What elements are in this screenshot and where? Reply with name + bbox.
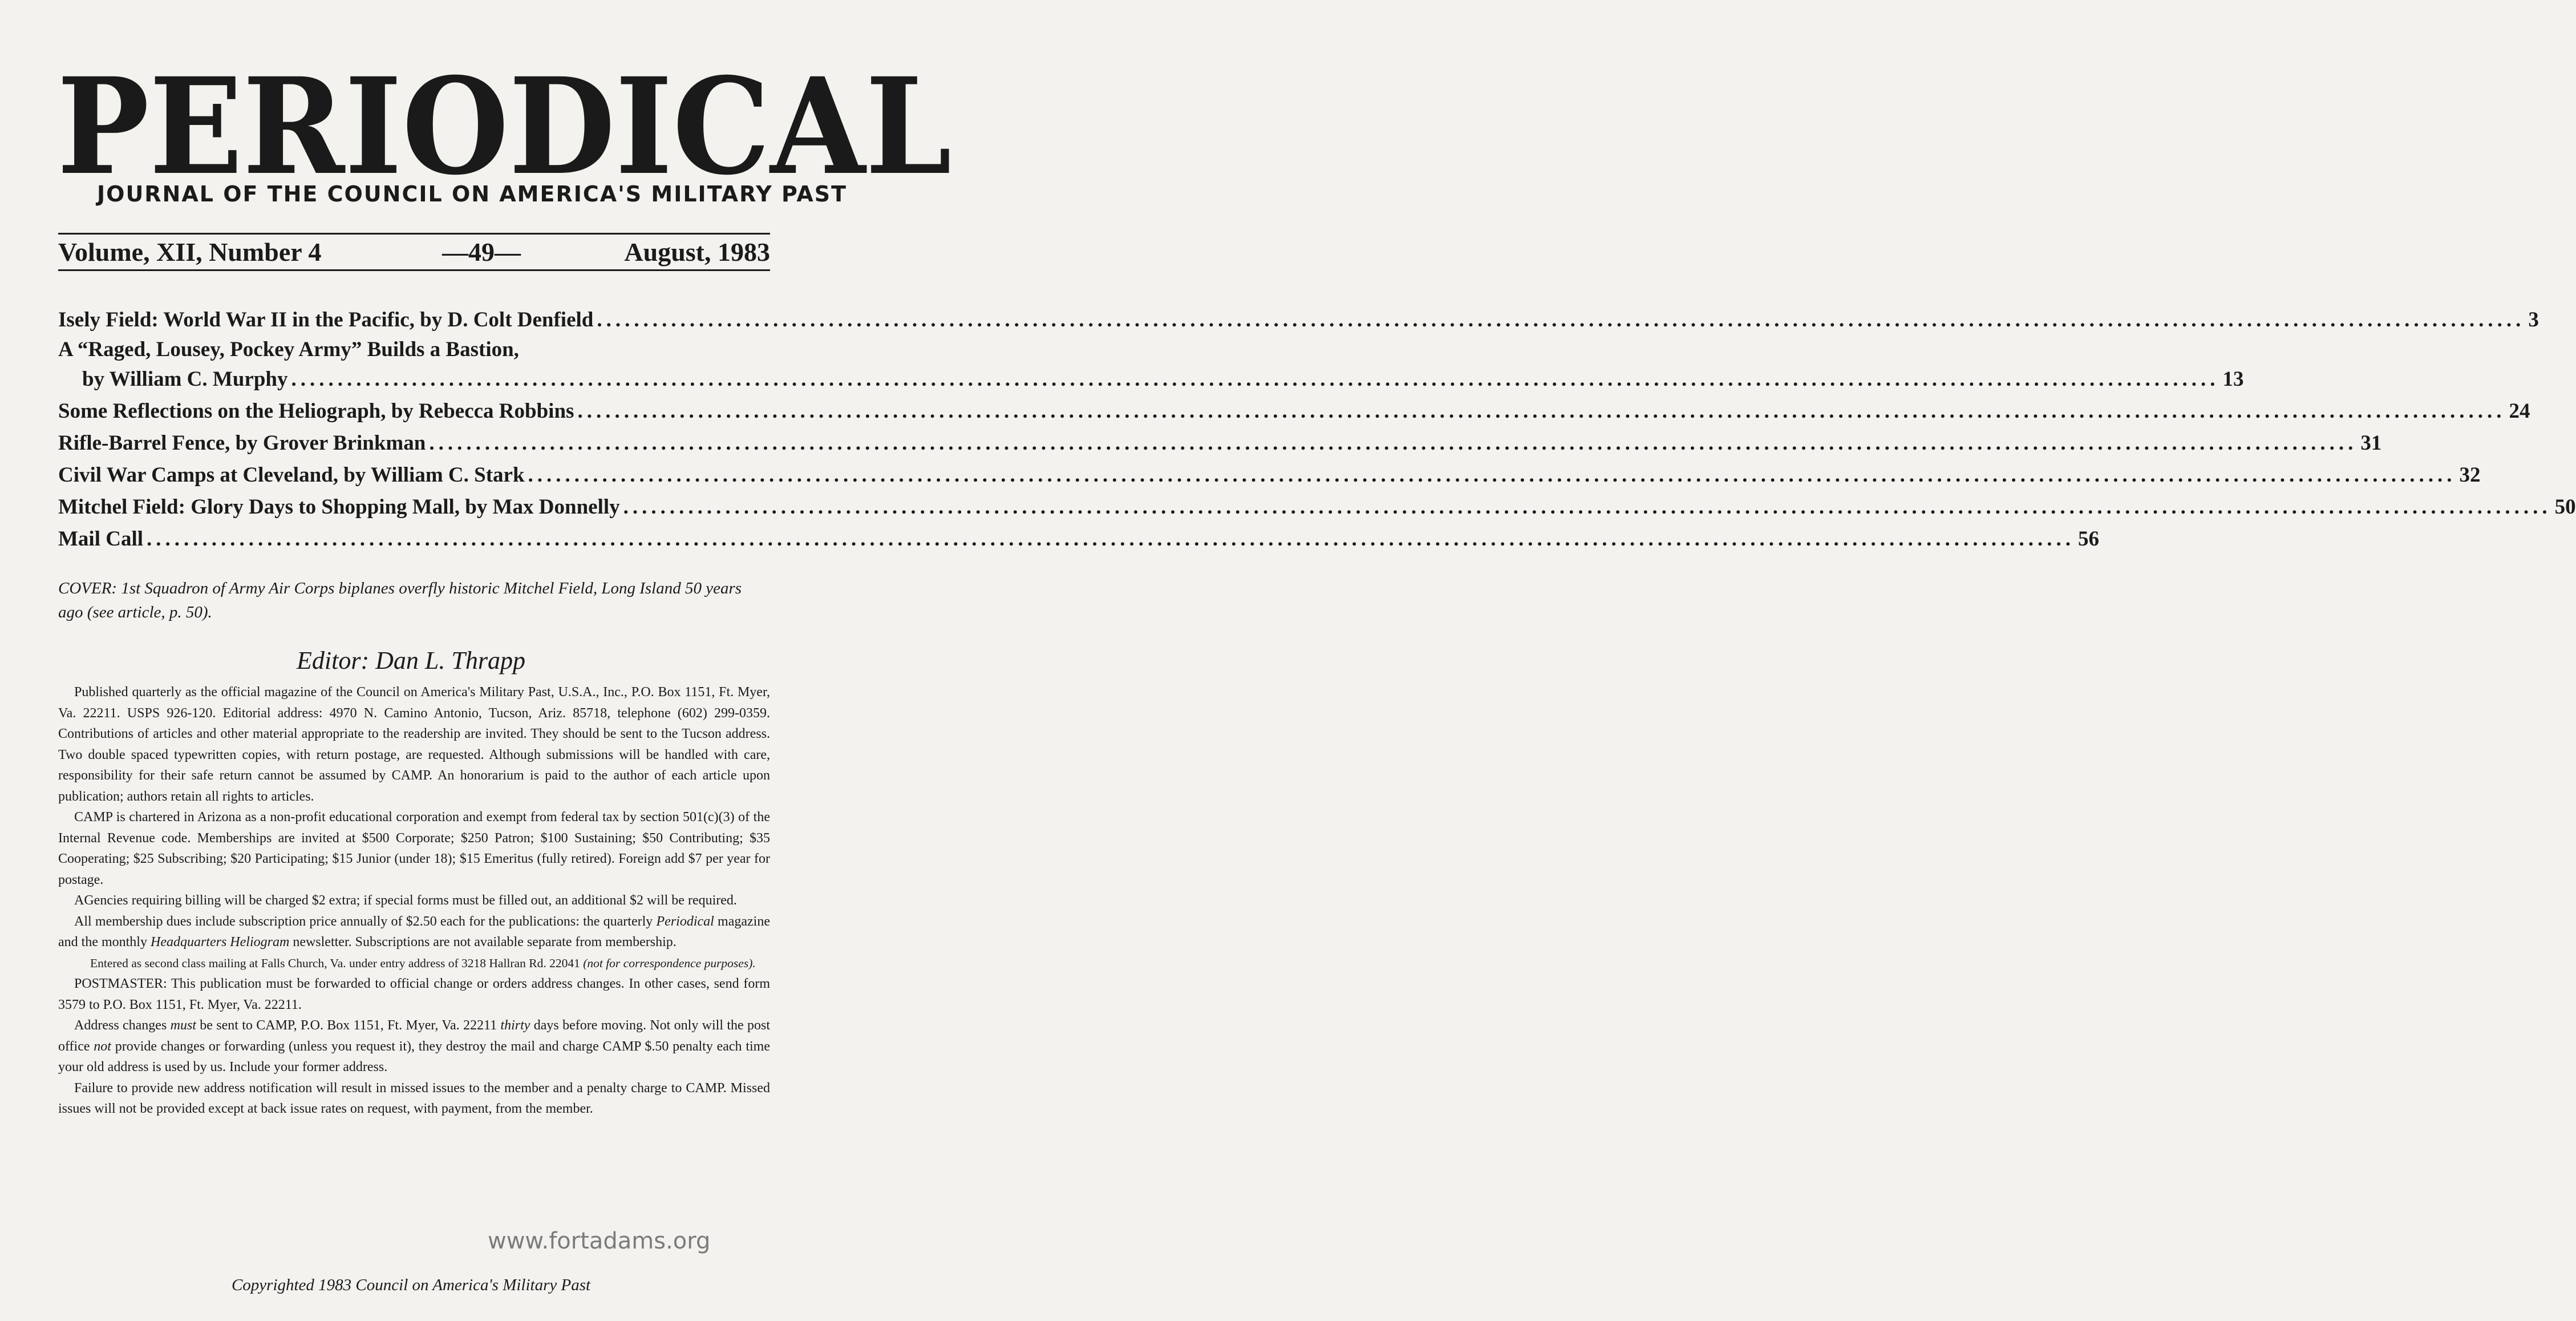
publication-info — [58, 682, 770, 1120]
editor-credit: Editor: Dan L. Thrapp — [297, 647, 525, 674]
toc-title-line1: A “Raged, Lousey, Pockey Army” Builds a Bastion, — [58, 338, 519, 361]
toc-title: Mail Call — [58, 527, 144, 551]
paragraph-charter: CAMP is chartered in Arizona as a non-profit educational corporation and exempt from federal tax by section 501(c)(3) of the Internal Revenue code. Memberships are invited at $500 Corporate; $250 Patron; $100 Sustaining; $50 Contributing; $35 Cooperating; $25 Subscribing; $20 Participating; $15 Junior (under 18); $15 Emeritus (fully retired). Foreign add $7 per year for postage. — [58, 810, 770, 887]
toc-page: 13 — [2222, 367, 2244, 391]
toc-title: Isely Field: World War II in the Pacific, by D. Colt Denfield — [58, 308, 594, 332]
toc-leader-dots — [147, 523, 2075, 555]
toc-title: Some Reflections on the Heliograph, by Rebecca Robbins — [58, 399, 574, 423]
copyright-line: Copyrighted 1983 Council on America's Military Past — [231, 1276, 591, 1294]
cover-note: COVER: 1st Squadron of Army Air Corps biplanes overfly historic Mitchel Field, Long Island 50 years ago (see article, p. 50). — [58, 579, 742, 621]
text-run-italic: not — [94, 1039, 111, 1054]
journal-subtitle: JOURNAL OF THE COUNCIL ON AMERICA'S MILITARY PAST — [97, 181, 848, 207]
text-run-italic: (not for correspondence purposes). — [583, 956, 756, 970]
masthead-letter: O — [402, 48, 509, 205]
toc-title: Civil War Camps at Cleveland, by William C. Stark — [58, 463, 525, 487]
masthead-letter: R — [242, 48, 345, 205]
divider-top — [58, 233, 770, 235]
paragraph-agencies: AGencies requiring billing will be charged $2 extra; if special forms must be filled out, an additional $2 will be required. — [74, 893, 737, 908]
masthead-letter: E — [149, 48, 243, 205]
issue-number: —49— — [442, 237, 521, 266]
toc-page: 24 — [2509, 399, 2530, 423]
toc-page: 32 — [2459, 463, 2481, 487]
toc-leader-dots — [597, 304, 2525, 336]
issue-info-row — [58, 236, 770, 268]
paragraph-dues — [58, 911, 770, 953]
text-run: magazine and the monthly — [58, 914, 771, 950]
masthead-letter: D — [509, 48, 615, 205]
paragraph-postmaster: POSTMASTER: This publication must be forwarded to official change or orders address changes. In other cases, send form 3579 to P.O. Box 1151, Ft. Myer, Va. 22211. — [58, 976, 770, 1012]
masthead-letter: C — [673, 48, 771, 205]
toc-entry — [58, 459, 2481, 491]
text-run: be sent to CAMP, P.O. Box 1151, Ft. Myer, Va. 22211 — [196, 1018, 501, 1033]
toc-leader-dots — [429, 427, 2357, 459]
masthead-letter: I — [615, 48, 673, 205]
toc-entry — [58, 363, 2244, 395]
text-run-italic: must — [170, 1018, 196, 1033]
toc-page: 56 — [2078, 527, 2100, 551]
toc-title: by William C. Murphy — [82, 367, 288, 391]
toc-leader-dots — [291, 363, 2219, 395]
website-watermark: www.fortadams.org — [488, 1228, 711, 1254]
volume-number: Volume, XII, Number 4 — [58, 237, 322, 266]
text-run: newsletter. Subscriptions are not available separate from membership. — [289, 935, 677, 950]
paragraph-failure: Failure to provide new address notification will result in missed issues to the member and a penalty charge to CAMP. Missed issues will not be provided except at back issue rates on request, with payment, from the member. — [58, 1080, 770, 1116]
paragraph-publication: Published quarterly as the official magazine of the Council on America's Military Past, U.S.A., Inc., P.O. Box 1151, Ft. Myer, Va. 22211. USPS 926-120. Editorial address: 4970 N. Camino Antonio, Tucson, Ariz. 85718, telephone (602) 299-0359. Contributions of articles and other material appropriate to the readership are invited. They should be sent to the Tucson address. Two double spaced typewritten copies, with return postage, are requested. Although submissions will be handled with care, responsibility for their safe return cannot be assumed by CAMP. An honorarium is paid to the author of each article upon publication; authors retain all rights to articles. — [58, 685, 770, 804]
text-run-italic: Headquarters Heliogram — [150, 935, 290, 950]
masthead-letter: P — [57, 48, 149, 205]
toc-page: 31 — [2360, 431, 2382, 455]
masthead-letter: A — [770, 48, 866, 205]
divider-bottom — [58, 269, 770, 271]
paragraph-mailing — [58, 953, 770, 974]
toc-page: 3 — [2528, 308, 2539, 332]
toc-entry — [58, 491, 2576, 523]
toc-title: Rifle-Barrel Fence, by Grover Brinkman — [58, 431, 426, 455]
toc-leader-dots — [577, 395, 2505, 427]
toc-title: Mitchel Field: Glory Days to Shopping Mall, by Max Donnelly — [58, 495, 620, 519]
paragraph-address-changes — [58, 1015, 770, 1078]
text-run: Entered as second class mailing at Falls Church, Va. under entry address of 3218 Hallran Rd. 22041 — [90, 956, 584, 970]
masthead-letter: L — [865, 48, 952, 205]
text-run: days before moving. Not only will the post office — [58, 1018, 770, 1054]
toc-page: 50 — [2554, 495, 2576, 519]
text-run-italic: thirty — [500, 1018, 530, 1033]
toc-entry — [58, 304, 2539, 336]
toc-entry — [58, 395, 2530, 427]
toc-leader-dots — [623, 491, 2551, 523]
text-run: provide changes or forwarding (unless you request it), they destroy the mail and charge CAMP $.50 penalty each time your old address is used by us. Include your former address. — [58, 1039, 770, 1074]
toc-entry — [58, 427, 2382, 459]
issue-date: August, 1983 — [624, 237, 770, 266]
text-run: Address changes — [74, 1018, 171, 1033]
toc-entry — [58, 523, 2100, 555]
text-run: All membership dues include subscription price annually of $2.50 each for the publications: the quarterly — [74, 914, 657, 929]
text-run-italic: Periodical — [656, 914, 714, 929]
toc-leader-dots — [528, 459, 2456, 491]
table-of-contents — [58, 304, 2576, 555]
masthead-letter: I — [345, 48, 402, 205]
